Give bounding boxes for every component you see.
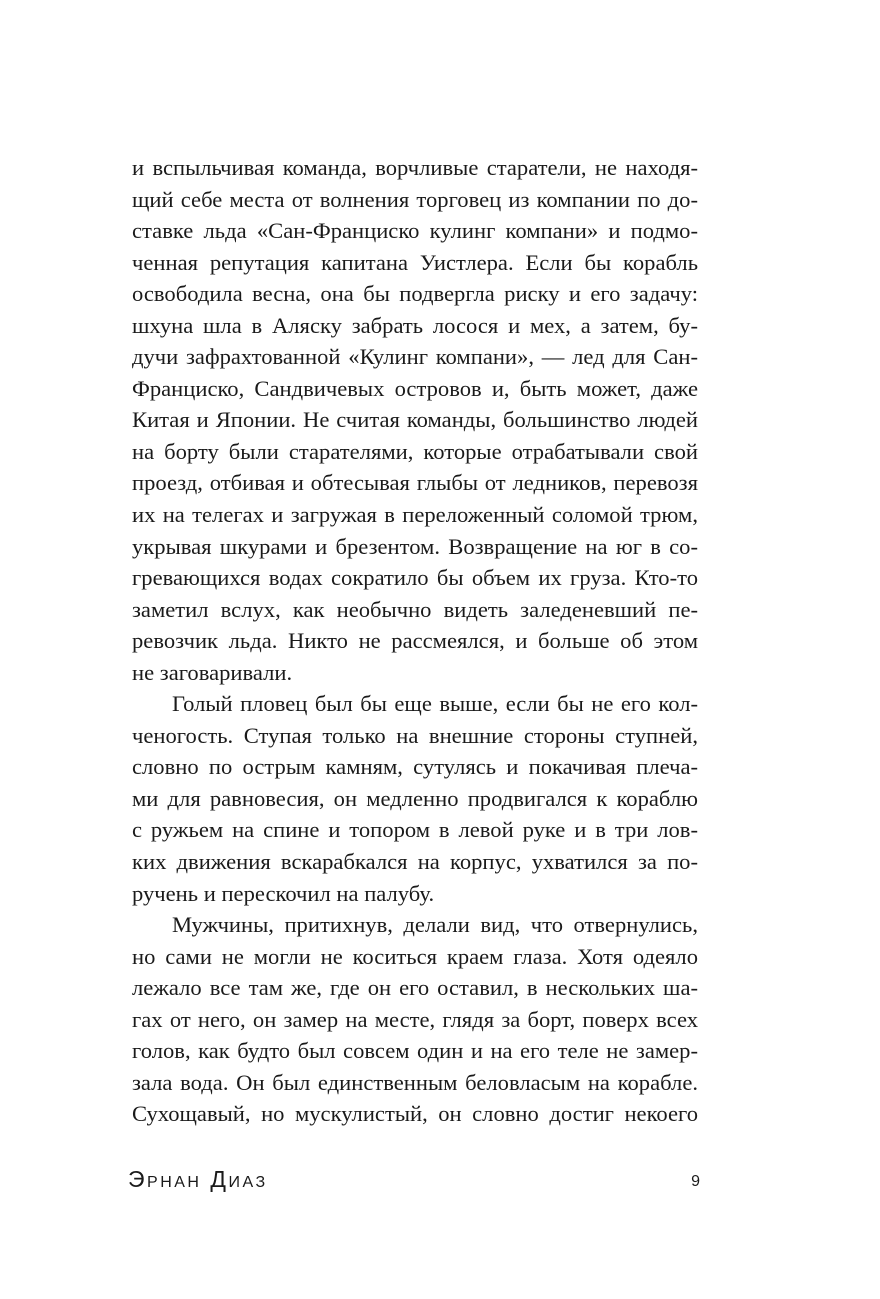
text-line: щий себе места от волнения торговец из компании по до- (132, 186, 698, 212)
text-line: дучи зафрахтованной «Кулинг компани», — лед для Сан- (132, 344, 698, 370)
running-footer-author: Эрнан Диаз (128, 1166, 268, 1192)
text-line: лежало все там же, где он его оставил, в нескольких ша- (132, 975, 698, 1001)
text-line: Франциско, Сандвичевых островов и, быть может, даже (132, 375, 698, 401)
text-line: ченогость. Ступая только на внешние стороны ступней, (132, 722, 698, 748)
text-line: гах от него, он замер на месте, глядя за борт, поверх всех (132, 1006, 698, 1032)
paragraph-end-line: не заговаривали. (132, 659, 293, 685)
text-line: словно по острым камням, сутулясь и покачивая плеча- (132, 754, 698, 780)
text-line: Китая и Японии. Не считая команды, большинство людей (132, 407, 698, 433)
page-number: 9 (691, 1173, 700, 1190)
text-line: освободила весна, она бы подвергла риску и его задачу: (132, 281, 698, 307)
text-line: голов, как будто был совсем один и на его теле не замер- (132, 1038, 698, 1064)
paragraph-end-line: ручень и перескочил на палубу. (132, 880, 435, 906)
text-line: их на телегах и загружая в переложенный соломой трюм, (132, 502, 698, 528)
text-line: с ружьем на спине и топором в левой руке и в три лов- (132, 817, 698, 843)
text-line: Сухощавый, но мускулистый, он словно достиг некоего (132, 1101, 698, 1127)
text-line: гревающихся водах сократило бы объем их груза. Кто-то (132, 565, 698, 591)
text-line: шхуна шла в Аляску забрать лосося и мех, а затем, бу- (132, 312, 698, 338)
text-line: но сами не могли не коситься краем глаза. Хотя одеяло (132, 943, 698, 969)
text-line: проезд, отбивая и обтесывая глыбы от ледников, перевозя (132, 470, 698, 496)
body-text (132, 152, 698, 1130)
paragraph-first-line: Голый пловец был бы еще выше, если бы не его кол- (172, 691, 698, 717)
text-line: заметил вслух, как необычно видеть заледеневший пе- (132, 596, 698, 622)
paragraph-first-line: Мужчины, притихнув, делали вид, что отвернулись, (172, 912, 698, 938)
text-line: и вспыльчивая команда, ворчливые старатели, не находя- (132, 155, 698, 180)
text-line: зала вода. Он был единственным беловласым на корабле. (132, 1069, 698, 1095)
text-line: ких движения вскарабкался на корпус, ухватился за по- (132, 849, 698, 875)
text-line: ставке льда «Сан-Франциско кулинг компани» и подмо- (132, 218, 698, 244)
text-line: на борту были старателями, которые отрабатывали свой (132, 438, 698, 464)
text-line: ми для равновесия, он медленно продвигался к кораблю (132, 785, 698, 811)
text-line: ревозчик льда. Никто не рассмеялся, и больше об этом (132, 628, 698, 654)
text-line: ченная репутация капитана Уистлера. Если бы корабль (132, 249, 698, 275)
text-line: укрывая шкурами и брезентом. Возвращение на юг в со- (132, 533, 698, 559)
